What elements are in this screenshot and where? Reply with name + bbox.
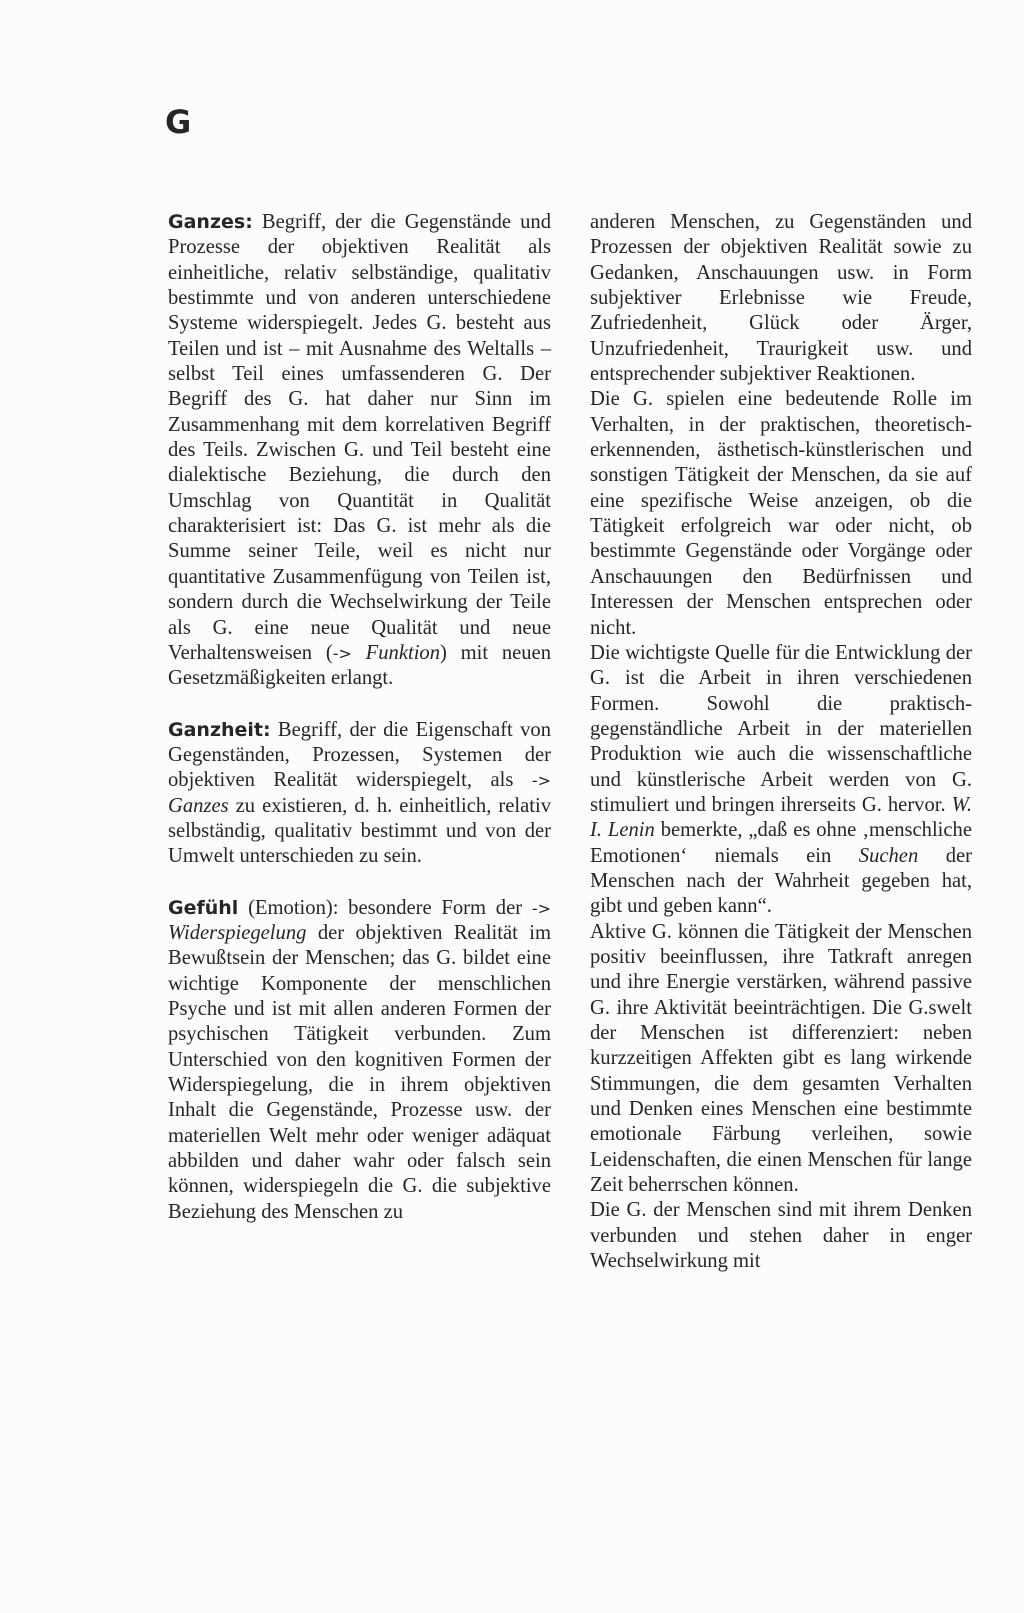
paragraph-text: Die wichtigste Quelle für die Entwicklung der G. ist die Arbeit in ihren verschiedenen Formen. Sowohl die praktisch-gegenständliche Arbeit in der materiellen Produktion wie auch die wissenschaftliche und künstlerische Arbeit werden von G. stimuliert und bringen ihrerseits G. hervor. bbox=[590, 641, 972, 816]
entry-text: zu existieren, d. h. einheitlich, relativ selbständig, qualitativ bestimmt und von der Umwelt unterschieden zu sein. bbox=[168, 794, 551, 868]
entry-text: Begriff, der die Gegenstände und Prozesse der objektiven Realität als einheitliche, relativ selbständige, qualitativ bestimmte und von anderen unterschiedene Systeme widerspiegelt. Jedes G. besteht aus Teilen und ist – mit Ausnahme des Weltalls – selbst Teil eines umfassenderen G. Der Begriff des G. hat daher nur Sinn im Zusammenhang mit dem korrelativen Begriff des Teils. Zwischen G. und Teil besteht eine dialektische Beziehung, die durch den Umschlag von Quantität in Qualität charakterisiert ist: Das G. ist mehr als die Summe seiner Teile, weil es nicht nur quantitative Zusammenfügung von Teilen ist, sondern durch die Wechselwirkung der Teile als G. eine neue Qualität und neue Verhaltensweisen ( bbox=[168, 211, 552, 664]
left-column bbox=[168, 210, 551, 1251]
right-column bbox=[590, 210, 972, 1274]
entry-gefuehl bbox=[168, 896, 551, 1225]
headword-ganzes: Ganzes: bbox=[168, 211, 253, 233]
entry-text: ) mit neuen Gesetzmäßigkeiten erlangt. bbox=[168, 641, 551, 690]
entry-ganzes bbox=[168, 210, 551, 692]
headword-gefuehl: Gefühl bbox=[168, 896, 239, 919]
paragraph: Die G. spielen eine bedeutende Rolle im Verhalten, in der praktischen, theoretisch-erkennenden, ästhetisch-künstlerischen und sonstigen Tätigkeit der Menschen, da sie auf eine spezifische Weise anzeigen, ob die Tätigkeit erfolgreich war oder nicht, ob bestimmte Gegenstände oder Vorgänge oder Anschauungen den Bedürfnissen und Interessen der Menschen entsprechen oder nicht. bbox=[590, 388, 972, 639]
author-name: W. I. Lenin bbox=[590, 793, 972, 842]
paragraph: anderen Menschen, zu Gegenständen und Prozessen der objektiven Realität sowie zu Gedanken, Anschauungen usw. in Form subjektiver Erlebnisse wie Freude, Zufriedenheit, Glück oder Ärger, Unzufriedenheit, Traurigkeit usw. und entsprechender subjektiver Reaktionen. bbox=[590, 211, 972, 386]
paragraph-text: der Menschen nach der Wahrheit gegeben hat, gibt und geben kann“. bbox=[590, 844, 972, 918]
entry-text: Begriff, der die Eigenschaft von Gegenständen, Prozessen, Systemen der objektiven Realität widerspiegelt, als bbox=[168, 718, 551, 792]
entry-ganzheit bbox=[168, 718, 551, 870]
paragraph-lenin bbox=[590, 641, 972, 920]
emphasis: Suchen bbox=[858, 844, 919, 867]
cross-reference-arrow-icon: -> bbox=[332, 643, 352, 663]
paragraph: Die G. der Menschen sind mit ihrem Denken verbunden und stehen daher in enger Wechselwirkung mit bbox=[590, 1199, 972, 1273]
entry-text: der objektiven Realität im Bewußtsein der Menschen; das G. bildet eine wichtige Komponente der menschlichen Psyche und ist mit allen anderen Formen der psychischen Tätigkeit verbunden. Zum Unterschied von den kognitiven Formen der Widerspiegelung, die in ihrem objektiven Inhalt die Gegenstände, Prozesse usw. der materiellen Welt mehr oder weniger adäquat abbilden und daher wahr oder falsch sein können, widerspiegeln die G. die subjektive Beziehung des Menschen zu bbox=[168, 921, 551, 1223]
section-letter: G bbox=[165, 103, 192, 141]
entry-text: (Emotion): besondere Form der bbox=[238, 896, 532, 919]
cross-reference-widerspiegelung[interactable]: Widerspiegelung bbox=[168, 921, 307, 944]
paragraph-text: bemerkte, „daß es ohne ‚menschliche Emotionen‘ niemals ein bbox=[590, 819, 972, 867]
headword-ganzheit: Ganzheit: bbox=[168, 718, 271, 741]
cross-reference-arrow-icon: -> bbox=[531, 898, 551, 918]
cross-reference-funktion[interactable]: Funktion bbox=[365, 641, 441, 664]
cross-reference-arrow-icon: -> bbox=[531, 771, 551, 791]
cross-reference-ganzes[interactable]: Ganzes bbox=[168, 794, 229, 817]
paragraph: Aktive G. können die Tätigkeit der Menschen positiv beeinflussen, ihre Tatkraft anregen und ihre Energie verstärken, während passive G. ihre Aktivität beeinträchtigen. Die G.swelt der Menschen ist differenziert: neben kurzzeitigen Affekten gibt es lang wirkende Stimmungen, die dem gesamten Verhalten und Denken eines Menschen eine bestimmte emotionale Färbung verleihen, sowie Leidenschaften, die einen Menschen für lange Zeit beherrschen können. bbox=[590, 920, 972, 1197]
